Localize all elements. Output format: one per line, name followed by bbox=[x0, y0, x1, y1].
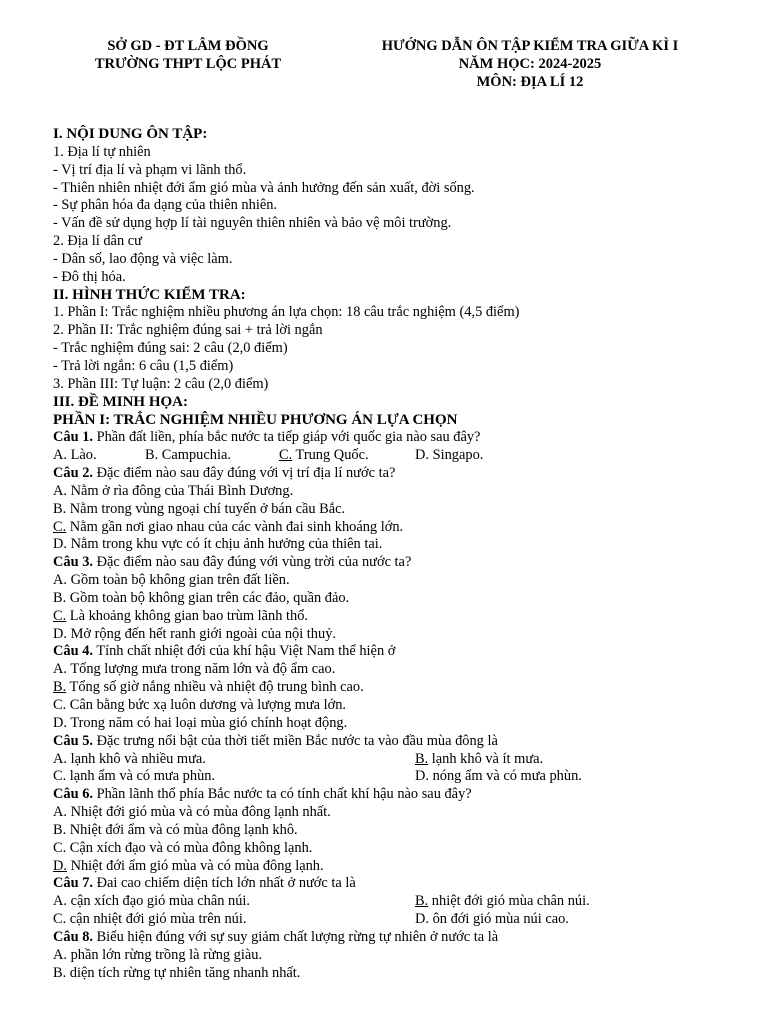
question-label: Câu 3. bbox=[53, 554, 93, 571]
option-b: B. Gồm toàn bộ không gian trên các đảo, quần đảo. bbox=[53, 589, 350, 606]
correct-option-letter: C. bbox=[53, 607, 67, 624]
option-b: B. Nhiệt đới ẩm và có mùa đông lạnh khô. bbox=[53, 821, 298, 838]
subject: MÔN: ĐỊA LÍ 12 bbox=[476, 74, 584, 90]
option-c: C. lạnh ẩm và có mưa phùn. bbox=[53, 768, 216, 785]
question-8 bbox=[53, 929, 753, 947]
option-c: C. cận nhiệt đới gió mùa trên núi. bbox=[53, 911, 247, 928]
question-text: Phần đất liền, phía bắc nước ta tiếp giáp với quốc gia nào sau đây? bbox=[92, 429, 481, 446]
section-2-line: 2. Phần II: Trắc nghiệm đúng sai + trả lời ngắn bbox=[53, 322, 323, 339]
section-2-line: - Trả lời ngắn: 6 câu (1,5 điểm) bbox=[53, 357, 234, 374]
section-1-line: - Vị trí địa lí và phạm vi lãnh thổ. bbox=[53, 161, 247, 178]
option-b: B. lạnh khô và ít mưa. bbox=[415, 750, 544, 767]
option-d: D. Singapo. bbox=[415, 447, 484, 464]
question-1-options bbox=[53, 447, 753, 465]
option-b: B. Tổng số giờ nắng nhiều và nhiệt độ trung bình cao. bbox=[53, 679, 364, 696]
option-a: A. Tổng lượng mưa trong năm lớn và độ ẩm cao. bbox=[53, 661, 336, 678]
option-d: D. ôn đới gió mùa núi cao. bbox=[415, 911, 569, 928]
option-a: A. Lào. bbox=[53, 447, 97, 464]
section-3-title: III. ĐỀ MINH HỌA: bbox=[53, 393, 189, 410]
option-c: C. Là khoảng không gian bao trùm lãnh thổ. bbox=[53, 607, 308, 624]
question-label: Câu 7. bbox=[53, 875, 93, 892]
question-7-options-row-2 bbox=[53, 911, 753, 929]
option-a: A. phần lớn rừng trồng là rừng giàu. bbox=[53, 946, 263, 963]
option-a: A. Nhiệt đới gió mùa và có mùa đông lạnh nhất. bbox=[53, 804, 331, 821]
document-title: HƯỚNG DẪN ÔN TẬP KIỂM TRA GIỮA KÌ I bbox=[381, 38, 679, 54]
question-text: Đặc điểm nào sau đây đúng với vùng trời của nước ta? bbox=[92, 554, 412, 571]
question-label: Câu 4. bbox=[53, 643, 93, 660]
header-left bbox=[88, 37, 288, 73]
question-label: Câu 5. bbox=[53, 732, 93, 749]
question-3 bbox=[53, 554, 753, 572]
question-label: Câu 8. bbox=[53, 928, 93, 945]
option-d: D. Mở rộng đến hết ranh giới ngoài của nội thuỷ. bbox=[53, 625, 336, 642]
question-text: Biểu hiện đúng với sự suy giảm chất lượng rừng tự nhiên ở nước ta là bbox=[92, 928, 499, 945]
section-1-title: I. NỘI DUNG ÔN TẬP: bbox=[53, 126, 208, 142]
section-2-title: II. HÌNH THỨC KIỂM TRA: bbox=[53, 286, 246, 303]
correct-option-letter: B. bbox=[53, 679, 67, 696]
question-text: Tính chất nhiệt đới của khí hậu Việt Nam thể hiện ở bbox=[92, 643, 396, 660]
question-label: Câu 1. bbox=[53, 429, 93, 446]
school-year: NĂM HỌC: 2024-2025 bbox=[458, 56, 602, 72]
correct-option-letter: C. bbox=[53, 518, 67, 535]
correct-option-letter: C. bbox=[279, 447, 293, 464]
question-label: Câu 2. bbox=[53, 465, 93, 482]
correct-option-letter: D. bbox=[53, 857, 67, 874]
question-5 bbox=[53, 733, 753, 751]
option-c: C. Nằm gần nơi giao nhau của các vành đai sinh khoáng lớn. bbox=[53, 518, 404, 535]
option-a: A. lạnh khô và nhiều mưa. bbox=[53, 750, 206, 767]
section-2-line: 3. Phần III: Tự luận: 2 câu (2,0 điểm) bbox=[53, 375, 269, 392]
question-text: Đặc trưng nổi bật của thời tiết miền Bắc nước ta vào đầu mùa đông là bbox=[92, 732, 498, 749]
correct-option-letter: B. bbox=[415, 893, 429, 910]
question-5-options-row-2 bbox=[53, 768, 753, 786]
section-1-line: 1. Địa lí tự nhiên bbox=[53, 143, 151, 160]
option-b: B. nhiệt đới gió mùa chân núi. bbox=[415, 893, 590, 910]
option-c: C. Cận xích đạo và có mùa đông không lạnh. bbox=[53, 839, 313, 856]
option-d: D. Trong năm có hai loại mùa gió chính hoạt động. bbox=[53, 714, 348, 731]
header-right bbox=[362, 37, 698, 91]
section-1-line: - Thiên nhiên nhiệt đới ẩm gió mùa và ảnh hưởng đến sản xuất, đời sống. bbox=[53, 179, 475, 196]
correct-option-letter: B. bbox=[415, 750, 429, 767]
option-c: C. Trung Quốc. bbox=[279, 447, 369, 464]
question-2 bbox=[53, 465, 753, 483]
question-1 bbox=[53, 429, 753, 447]
option-b: B. Nằm trong vùng ngoại chí tuyến ở bán cầu Bắc. bbox=[53, 500, 346, 517]
section-2-line: 1. Phần I: Trắc nghiệm nhiều phương án lựa chọn: 18 câu trắc nghiệm (4,5 điểm) bbox=[53, 304, 520, 321]
section-1-line: - Đô thị hóa. bbox=[53, 268, 126, 285]
section-1-line: 2. Địa lí dân cư bbox=[53, 233, 142, 250]
section-2-line: - Trắc nghiệm đúng sai: 2 câu (2,0 điểm) bbox=[53, 340, 288, 357]
section-1-line: - Sự phân hóa đa dạng của thiên nhiên. bbox=[53, 197, 277, 214]
question-7 bbox=[53, 875, 753, 893]
option-a: A. Nằm ở rìa đông của Thái Bình Dương. bbox=[53, 482, 294, 499]
option-c: C. Cân bằng bức xạ luôn dương và lượng mưa lớn. bbox=[53, 697, 347, 713]
school-name: TRƯỜNG THPT LỘC PHÁT bbox=[94, 56, 282, 72]
question-text: Phần lãnh thổ phía Bắc nước ta có tính chất khí hậu nào sau đây? bbox=[92, 786, 472, 803]
question-text: Đặc điểm nào sau đây đúng với vị trí địa lí nước ta? bbox=[92, 465, 396, 482]
question-4 bbox=[53, 643, 753, 661]
option-b: B. Campuchia. bbox=[145, 447, 231, 464]
department-name: SỞ GD - ĐT LÂM ĐỒNG bbox=[107, 38, 269, 54]
question-text: Đai cao chiếm diện tích lớn nhất ở nước ta là bbox=[92, 875, 356, 892]
document-body bbox=[53, 126, 753, 983]
option-d: D. nóng ẩm và có mưa phùn. bbox=[415, 768, 582, 785]
part-1-title: PHẦN I: TRẮC NGHIỆM NHIỀU PHƯƠNG ÁN LỰA CHỌN bbox=[53, 411, 458, 428]
question-label: Câu 6. bbox=[53, 786, 93, 803]
option-d: D. Nằm trong khu vực có ít chịu ảnh hưởng của thiên tai. bbox=[53, 536, 383, 553]
option-a: A. Gồm toàn bộ không gian trên đất liền. bbox=[53, 572, 290, 589]
option-a: A. cận xích đạo gió mùa chân núi. bbox=[53, 893, 251, 910]
section-1-line: - Vấn đề sử dụng hợp lí tài nguyên thiên nhiên và bảo vệ môi trường. bbox=[53, 215, 452, 232]
option-d: D. Nhiệt đới ẩm gió mùa và có mùa đông lạnh. bbox=[53, 857, 324, 874]
question-5-options-row-1 bbox=[53, 751, 753, 769]
question-7-options-row-1 bbox=[53, 893, 753, 911]
question-6 bbox=[53, 786, 753, 804]
section-1-line: - Dân số, lao động và việc làm. bbox=[53, 250, 233, 267]
option-b: B. diện tích rừng tự nhiên tăng nhanh nhất. bbox=[53, 964, 301, 981]
